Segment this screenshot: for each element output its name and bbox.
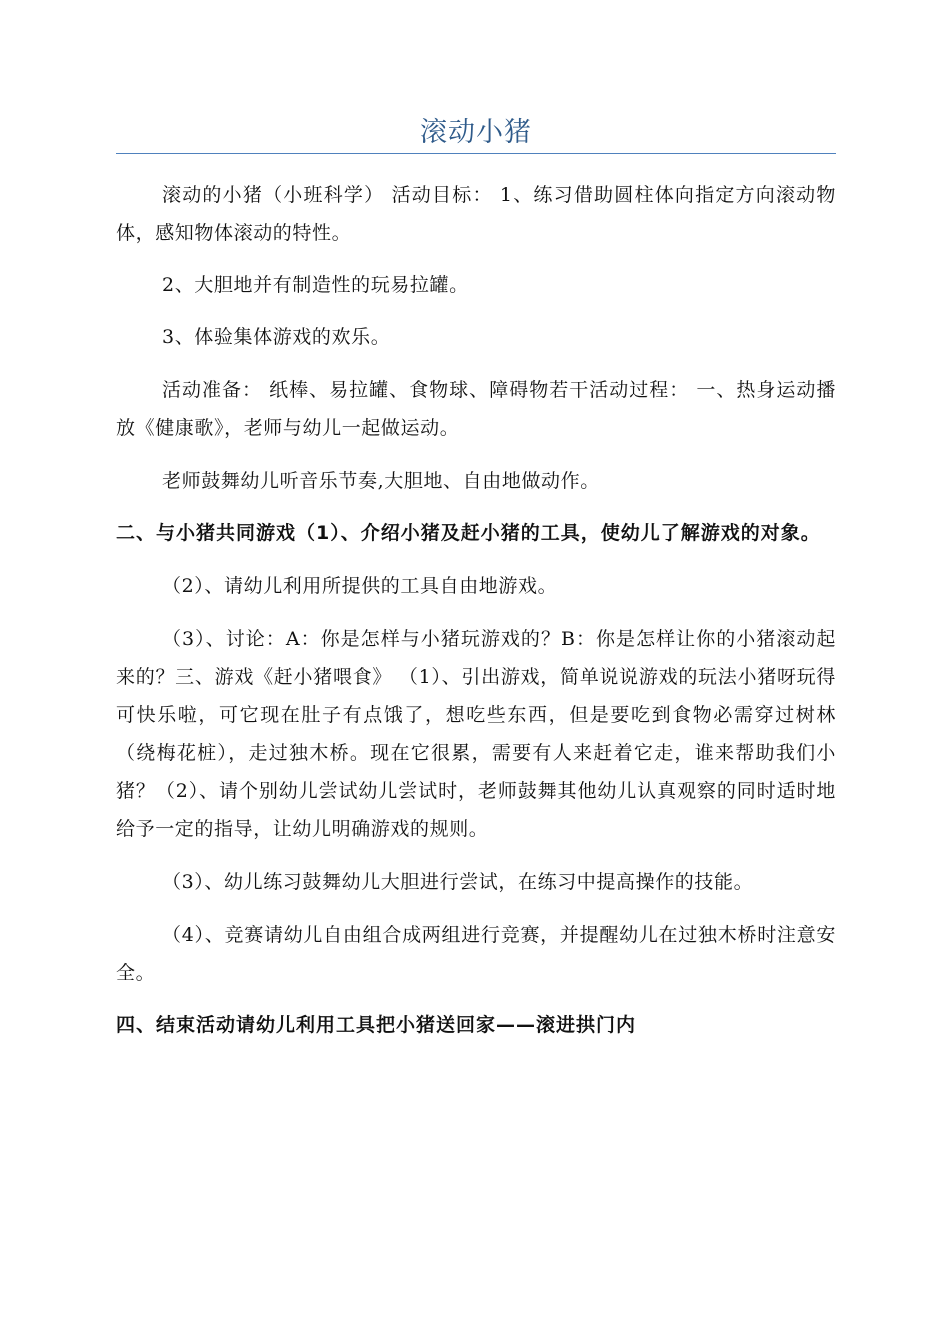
paragraph-practice: （3）、幼儿练习鼓舞幼儿大胆进行尝试，在练习中提高操作的技能。 [162, 871, 754, 893]
paragraph-competition: （4）、竞赛请幼儿自由组合成两组进行竞赛，并提醒幼儿在过独木桥时注意安全。 [116, 924, 836, 984]
section-heading-2: 二、与小猪共同游戏（1）、介绍小猪及赶小猪的工具，使幼儿了解游戏的对象。 [116, 522, 821, 544]
paragraph-free-play: （2）、请幼儿利用所提供的工具自由地游戏。 [162, 575, 558, 597]
document-page [116, 0, 836, 1044]
paragraph-preparation: 活动准备： 纸棒、易拉罐、食物球、障碍物若干活动过程： 一、热身运动播放《健康歌》，老师与幼儿一起做运动。 [116, 379, 836, 439]
paragraph-objective-2: 2、大胆地并有制造性的玩易拉罐。 [162, 274, 469, 296]
document-title: 滚动小猪 [420, 117, 532, 148]
section-heading-4: 四、结束活动请幼儿利用工具把小猪送回家——滚进拱门内 [116, 1014, 637, 1036]
paragraph-discussion-game: （3）、讨论：A：你是怎样与小猪玩游戏的？B：你是怎样让你的小猪滚动起来的？三、游戏《赶小猪喂食》 （1）、引出游戏，简单说说游戏的玩法小猪呀玩得可快乐啦，可它现在肚子有点饿了，想吃些东西，但是要吃到食物必需穿过树林（绕梅花桩），走过独木桥。现在它很累，需要有人来赶着它走，谁来帮助我们小猪？（2）、请个别幼儿尝试幼儿尝试时，老师鼓舞其他幼儿认真观察的同时适时地给予一定的指导，让幼儿明确游戏的规则。 [116, 628, 836, 840]
paragraph-warmup: 老师鼓舞幼儿听音乐节奏,大胆地、自由地做动作。 [162, 470, 600, 492]
paragraph-objectives: 滚动的小猪（小班科学） 活动目标： 1、练习借助圆柱体向指定方向滚动物体，感知物体滚动的特性。 [116, 184, 836, 244]
paragraph-objective-3: 3、体验集体游戏的欢乐。 [162, 326, 391, 348]
title-underline [116, 153, 836, 154]
